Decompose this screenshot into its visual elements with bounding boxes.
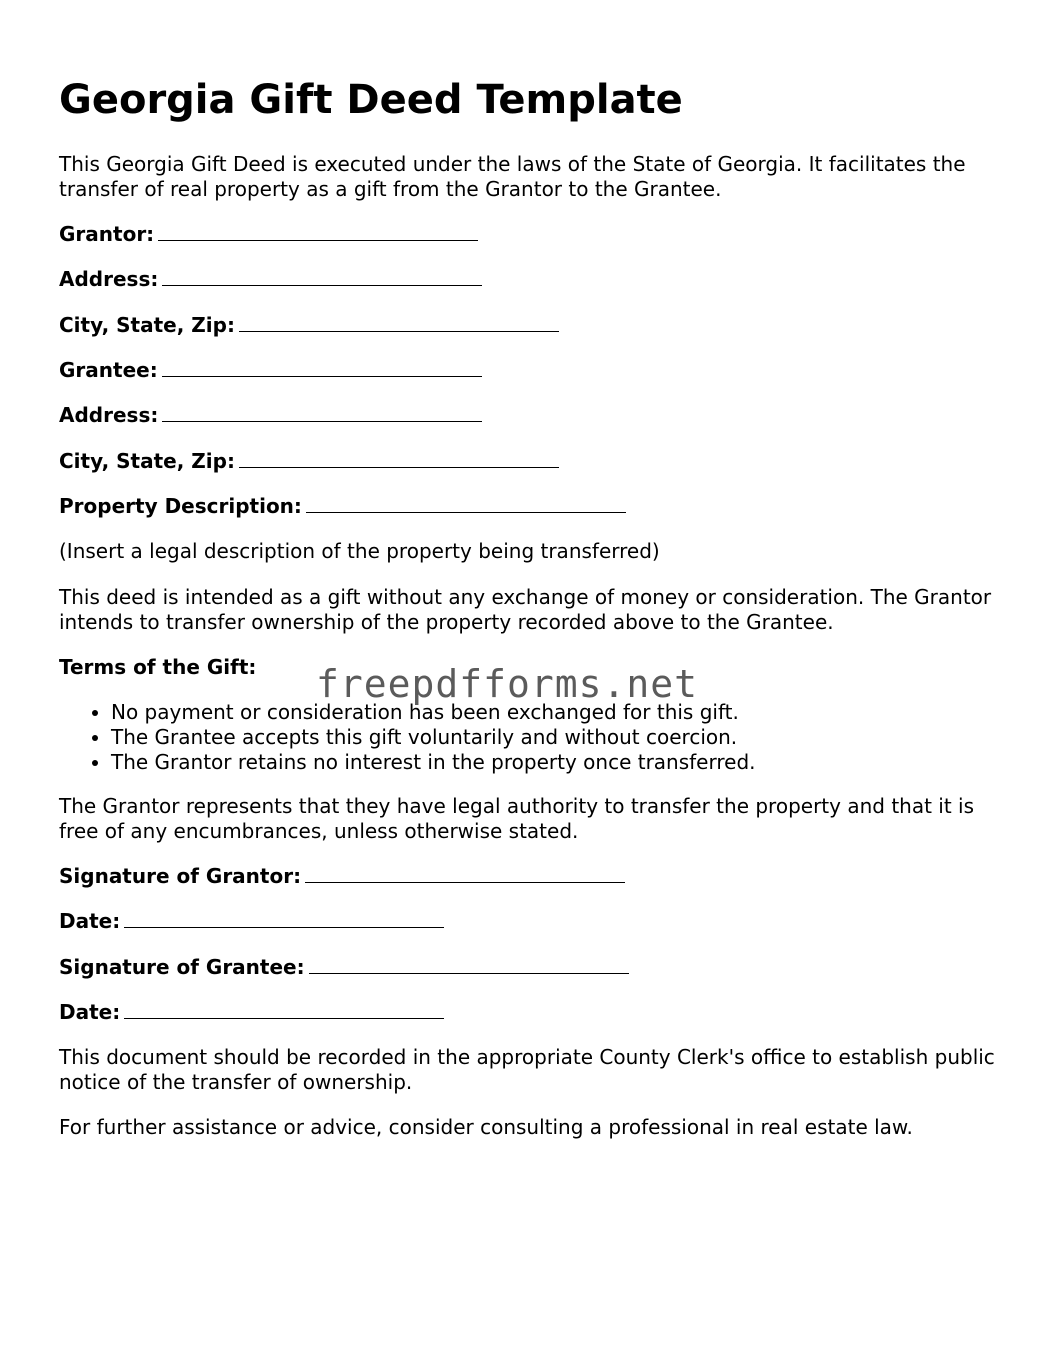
grantee-city-field[interactable] [59,449,559,474]
terms-list [59,700,756,775]
grantor-signature-blank-line[interactable] [305,864,625,883]
property-description-blank-line[interactable] [306,494,626,513]
grantor-date-label: Date: [59,909,121,933]
grantor-signature-label: Signature of Grantor: [59,864,302,888]
grantee-label: Grantee: [59,358,158,382]
grantor-city-label: City, State, Zip: [59,313,235,337]
page-title: Georgia Gift Deed Template [59,77,683,123]
authority-statement: The Grantor represents that they have legal authority to transfer the property and that it is free of any encumbrances, unless otherwise stated. [59,794,975,843]
list-item: • The Grantee accepts this gift voluntarily and without coercion. [111,725,756,750]
property-description-label: Property Description: [59,494,302,518]
grantee-blank-line[interactable] [162,358,482,377]
grantee-date-blank-line[interactable] [124,1000,444,1019]
grantee-city-blank-line[interactable] [239,449,559,468]
gift-statement: This deed is intended as a gift without any exchange of money or consideration. The Grantor intends to transfer ownership of the property recorded above to the Grantee. [59,585,992,634]
grantee-address-label: Address: [59,403,159,427]
grantee-signature-label: Signature of Grantee: [59,955,305,979]
terms-heading-label: Terms of the Gift: [59,655,257,679]
recording-note: This document should be recorded in the appropriate County Clerk's office to establish public notice of the transfer of ownership. [59,1045,995,1094]
grantor-city-field[interactable] [59,313,559,338]
property-note: (Insert a legal description of the property being transferred) [59,539,660,563]
grantor-field[interactable] [59,222,478,247]
grantor-city-blank-line[interactable] [239,313,559,332]
grantee-field[interactable] [59,358,482,383]
list-item: • The Grantor retains no interest in the property once transferred. [111,750,756,775]
terms-heading [59,655,256,680]
grantee-city-label: City, State, Zip: [59,449,235,473]
grantee-date-field[interactable] [59,1000,444,1025]
grantee-signature-field[interactable] [59,955,629,980]
property-description-field[interactable] [59,494,626,519]
watermark: freepdfforms.net [316,662,699,706]
assistance-note: For further assistance or advice, consider consulting a professional in real estate law. [59,1115,913,1139]
grantor-date-field[interactable] [59,909,444,934]
list-item: • No payment or consideration has been exchanged for this gift. [111,700,756,725]
grantee-address-blank-line[interactable] [162,403,482,422]
grantee-date-label: Date: [59,1000,121,1024]
grantor-address-field[interactable] [59,267,482,292]
grantor-label: Grantor: [59,222,155,246]
grantor-signature-field[interactable] [59,864,625,889]
intro-paragraph: This Georgia Gift Deed is executed under the laws of the State of Georgia. It facilitates the transfer of real property as a gift from the Grantor to the Grantee. [59,152,966,201]
grantee-address-field[interactable] [59,403,482,428]
grantor-address-label: Address: [59,267,159,291]
grantor-blank-line[interactable] [158,222,478,241]
grantor-date-blank-line[interactable] [124,909,444,928]
grantee-signature-blank-line[interactable] [309,955,629,974]
grantor-address-blank-line[interactable] [162,267,482,286]
